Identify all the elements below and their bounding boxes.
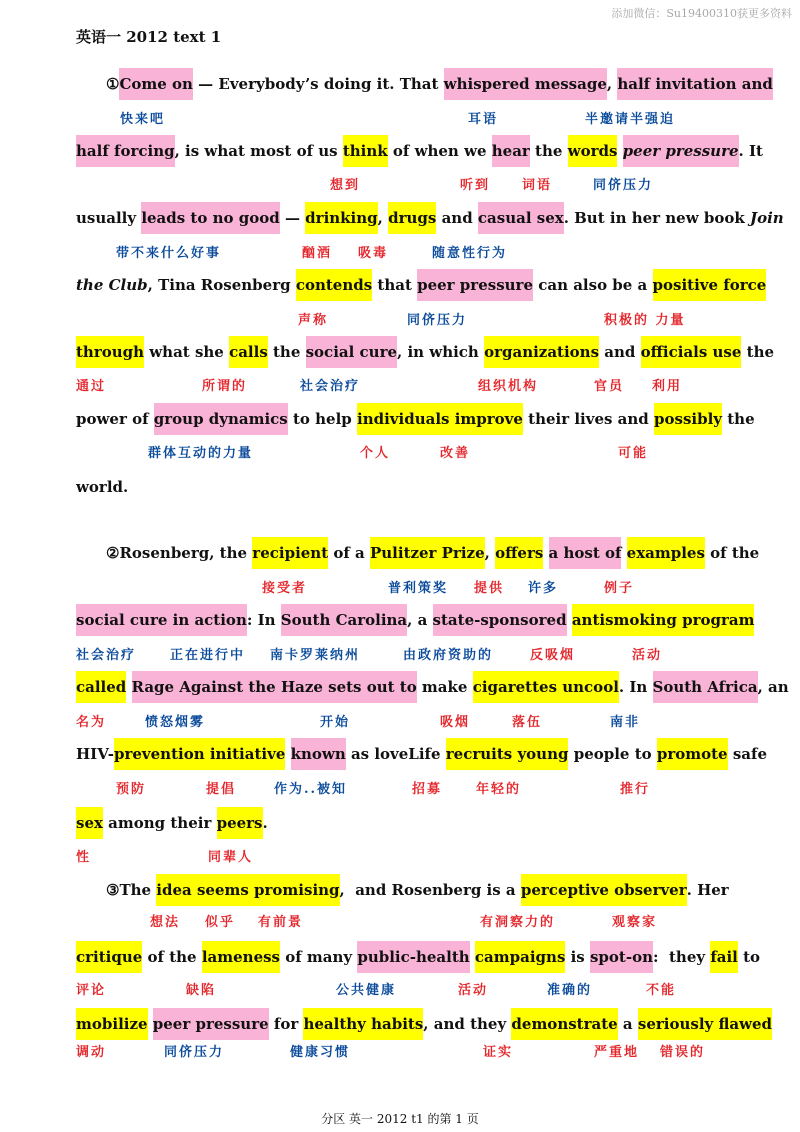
- text-run: : they: [653, 948, 711, 966]
- gloss-annotation: 通过: [76, 379, 107, 394]
- highlighted-phrase: think: [343, 135, 388, 167]
- highlighted-phrase: sex: [76, 807, 103, 839]
- gloss-annotation: 严重地: [594, 1045, 640, 1060]
- text-run: Join: [749, 209, 784, 227]
- text-run: . Her: [686, 881, 729, 899]
- text-run: can also be a: [533, 276, 653, 294]
- gloss-annotation: 观察家: [612, 915, 658, 930]
- text-run: the: [529, 142, 568, 160]
- text-run: . In: [618, 678, 653, 696]
- highlighted-phrase: contends: [296, 269, 372, 301]
- highlighted-phrase: known: [291, 738, 346, 770]
- gloss-annotation: 活动: [458, 983, 489, 998]
- gloss-annotation: 社会治疗: [76, 648, 137, 663]
- gloss-annotation: 群体互动的力量: [148, 446, 254, 461]
- gloss-annotation: 证实: [483, 1045, 514, 1060]
- text-line: [76, 941, 760, 973]
- text-run: , and they: [423, 1015, 512, 1033]
- text-run: The: [119, 881, 157, 899]
- gloss-annotation: 提供: [474, 581, 505, 596]
- text-run: , a: [407, 611, 433, 629]
- highlighted-phrase: leads to no good: [141, 202, 279, 234]
- gloss-annotation: 预防: [116, 782, 147, 797]
- text-run: the Club: [76, 276, 148, 294]
- highlighted-phrase: a host of: [549, 537, 622, 569]
- highlighted-phrase: Rage Against the Haze sets out to: [132, 671, 417, 703]
- text-run: , Tina Rosenberg: [147, 276, 296, 294]
- highlighted-phrase: positive force: [653, 269, 767, 301]
- gloss-annotation: 同侪压力: [407, 313, 468, 328]
- gloss-annotation: 提倡: [206, 782, 237, 797]
- text-run: the: [741, 343, 775, 361]
- text-run: ,: [606, 75, 618, 93]
- page-title: 英语一 2012 text 1: [76, 28, 222, 46]
- text-line: [76, 807, 268, 839]
- gloss-annotation: 个人: [360, 446, 391, 461]
- highlighted-phrase: prevention initiative: [114, 738, 285, 770]
- gloss-annotation: 有洞察力的: [480, 915, 556, 930]
- text-run: , is what most of us: [174, 142, 343, 160]
- gloss-annotation: 年轻的: [476, 782, 522, 797]
- highlighted-phrase: demonstrate: [511, 1008, 617, 1040]
- text-run: of when we: [387, 142, 492, 160]
- text-run: what she: [144, 343, 230, 361]
- gloss-annotation: 改善: [440, 446, 471, 461]
- highlighted-phrase: possibly: [654, 403, 722, 435]
- text-run: —: [279, 209, 306, 227]
- text-run: of a: [328, 544, 370, 562]
- highlighted-phrase: half invitation and: [617, 68, 773, 100]
- gloss-annotation: 南卡罗莱纳州: [270, 648, 361, 663]
- highlighted-phrase: fail: [710, 941, 738, 973]
- highlighted-phrase: critique: [76, 941, 142, 973]
- highlighted-phrase: recipient: [252, 537, 328, 569]
- highlighted-phrase: Come on: [119, 68, 193, 100]
- highlighted-phrase: seriously flawed: [638, 1008, 772, 1040]
- highlighted-phrase: state-sponsored: [433, 604, 567, 636]
- text-run: HIV-: [76, 745, 114, 763]
- highlighted-phrase: drinking: [305, 202, 377, 234]
- gloss-annotation: 快来吧: [120, 112, 166, 127]
- highlighted-phrase: idea seems promising: [156, 874, 339, 906]
- gloss-annotation: 同侪压力: [164, 1045, 225, 1060]
- highlighted-phrase: drugs: [388, 202, 436, 234]
- paragraph-number: ②: [106, 544, 120, 562]
- text-line: [76, 1008, 772, 1040]
- text-run: , an: [757, 678, 789, 696]
- gloss-annotation: 南非: [610, 715, 641, 730]
- gloss-annotation: 可能: [618, 446, 649, 461]
- gloss-annotation: 听到: [460, 178, 491, 193]
- highlighted-phrase: lameness: [202, 941, 280, 973]
- highlighted-phrase: whispered message: [444, 68, 607, 100]
- text-run: , in which: [397, 343, 485, 361]
- highlighted-phrase: social cure: [306, 336, 397, 368]
- gloss-annotation: 不能: [646, 983, 677, 998]
- text-run: for: [268, 1015, 304, 1033]
- text-run: among their: [102, 814, 217, 832]
- gloss-annotation: 活动: [632, 648, 663, 663]
- highlighted-phrase: half forcing: [76, 135, 175, 167]
- gloss-annotation: 似乎: [205, 915, 236, 930]
- text-run: and: [436, 209, 478, 227]
- gloss-annotation: 性: [76, 850, 92, 865]
- gloss-annotation: 随意性行为: [432, 246, 508, 261]
- highlighted-phrase: officials use: [641, 336, 742, 368]
- gloss-annotation: 接受者: [262, 581, 308, 596]
- highlighted-phrase: words: [568, 135, 618, 167]
- highlighted-phrase: hear: [492, 135, 530, 167]
- text-line: [76, 738, 767, 770]
- highlighted-phrase: organizations: [484, 336, 599, 368]
- highlighted-phrase: antismoking program: [572, 604, 755, 636]
- text-run: .: [262, 814, 268, 832]
- highlighted-phrase: South Africa: [653, 671, 758, 703]
- gloss-annotation: 带不来什么好事: [116, 246, 222, 261]
- text-run: usually: [76, 209, 142, 227]
- gloss-annotation: 有前景: [258, 915, 304, 930]
- gloss-annotation: 准确的: [547, 983, 593, 998]
- gloss-annotation: 作为..被知: [274, 782, 348, 797]
- highlighted-phrase: public-health: [357, 941, 469, 973]
- highlighted-phrase: casual sex: [478, 202, 564, 234]
- text-run: the: [267, 343, 306, 361]
- text-line: [76, 671, 789, 703]
- gloss-annotation: 开始: [320, 715, 351, 730]
- highlighted-phrase: recruits young: [446, 738, 569, 770]
- highlighted-phrase: peer pressure: [623, 135, 739, 167]
- text-line: [76, 336, 774, 368]
- gloss-annotation: 组织机构: [478, 379, 539, 394]
- gloss-annotation: 积极的 力量: [604, 313, 686, 328]
- gloss-annotation: 官员: [594, 379, 625, 394]
- gloss-annotation: 酗酒: [302, 246, 333, 261]
- gloss-annotation: 名为: [76, 715, 107, 730]
- highlighted-phrase: campaigns: [475, 941, 565, 973]
- highlighted-phrase: called: [76, 671, 126, 703]
- text-run: . It: [738, 142, 763, 160]
- highlighted-phrase: mobilize: [76, 1008, 148, 1040]
- text-run: : In: [246, 611, 281, 629]
- gloss-annotation: 想法: [150, 915, 181, 930]
- highlighted-phrase: social cure in action: [76, 604, 247, 636]
- text-run: their lives and: [522, 410, 655, 428]
- gloss-annotation: 吸毒: [358, 246, 389, 261]
- text-run: as loveLife: [345, 745, 446, 763]
- highlighted-phrase: peer pressure: [417, 269, 533, 301]
- text-run: to help: [287, 410, 358, 428]
- watermark: 添加微信：Su19400310获更多资料: [611, 7, 792, 20]
- text-line: [76, 202, 784, 234]
- gloss-annotation: 评论: [76, 983, 107, 998]
- paragraph-number: ③: [106, 881, 120, 899]
- text-run: world.: [76, 478, 129, 496]
- text-run: safe: [727, 745, 767, 763]
- gloss-annotation: 反吸烟: [530, 648, 576, 663]
- gloss-annotation: 愤怒烟雾: [145, 715, 206, 730]
- gloss-annotation: 例子: [604, 581, 635, 596]
- gloss-annotation: 健康习惯: [290, 1045, 351, 1060]
- highlighted-phrase: examples: [627, 537, 705, 569]
- text-line: [106, 537, 759, 569]
- gloss-annotation: 公共健康: [336, 983, 397, 998]
- gloss-annotation: 吸烟: [440, 715, 471, 730]
- text-line: [76, 471, 128, 503]
- highlighted-phrase: promote: [657, 738, 728, 770]
- gloss-annotation: 声称: [298, 313, 329, 328]
- gloss-annotation: 利用: [652, 379, 683, 394]
- gloss-annotation: 同侪压力: [593, 178, 654, 193]
- text-run: of many: [280, 948, 358, 966]
- highlighted-phrase: spot-on: [590, 941, 653, 973]
- text-run: and: [599, 343, 641, 361]
- text-line: [106, 68, 773, 100]
- text-run: — Everybody’s doing it. That: [192, 75, 444, 93]
- gloss-annotation: 推行: [620, 782, 651, 797]
- text-run: make: [416, 678, 473, 696]
- gloss-annotation: 词语: [522, 178, 553, 193]
- text-line: [76, 403, 755, 435]
- text-line: [76, 269, 766, 301]
- text-run: . But in her new book: [563, 209, 750, 227]
- paragraph-number: ①: [106, 75, 120, 93]
- gloss-annotation: 调动: [76, 1045, 107, 1060]
- highlighted-phrase: through: [76, 336, 144, 368]
- gloss-annotation: 许多: [528, 581, 559, 596]
- text-run: the: [722, 410, 755, 428]
- highlighted-phrase: calls: [229, 336, 268, 368]
- text-run: Rosenberg, the: [119, 544, 253, 562]
- gloss-annotation: 社会治疗: [300, 379, 361, 394]
- highlighted-phrase: peers: [217, 807, 263, 839]
- highlighted-phrase: cigarettes uncool: [473, 671, 619, 703]
- gloss-annotation: 落伍: [512, 715, 543, 730]
- highlighted-phrase: offers: [495, 537, 543, 569]
- gloss-annotation: 耳语: [468, 112, 499, 127]
- gloss-annotation: 缺陷: [186, 983, 217, 998]
- gloss-annotation: 正在进行中: [170, 648, 246, 663]
- text-run: , and Rosenberg is a: [339, 881, 521, 899]
- text-line: [76, 604, 754, 636]
- gloss-annotation: 同辈人: [208, 850, 254, 865]
- page-footer: 分区 英一 2012 t1 的第 1 页: [321, 1112, 479, 1126]
- gloss-annotation: 招募: [412, 782, 443, 797]
- text-run: a: [617, 1015, 638, 1033]
- gloss-annotation: 半邀请半强迫: [585, 112, 676, 127]
- text-run: is: [565, 948, 590, 966]
- highlighted-phrase: perceptive observer: [521, 874, 687, 906]
- text-line: [106, 874, 729, 906]
- highlighted-phrase: peer pressure: [153, 1008, 269, 1040]
- text-run: power of: [76, 410, 154, 428]
- text-run: that: [372, 276, 418, 294]
- gloss-annotation: 由政府资助的: [403, 648, 494, 663]
- text-run: people to: [568, 745, 657, 763]
- text-run: ,: [377, 209, 389, 227]
- highlighted-phrase: healthy habits: [303, 1008, 423, 1040]
- highlighted-phrase: South Carolina: [281, 604, 407, 636]
- text-run: ,: [484, 544, 496, 562]
- text-line: [76, 135, 763, 167]
- highlighted-phrase: individuals improve: [357, 403, 523, 435]
- text-run: of the: [142, 948, 202, 966]
- highlighted-phrase: group dynamics: [154, 403, 288, 435]
- gloss-annotation: 普利策奖: [388, 581, 449, 596]
- gloss-annotation: 想到: [330, 178, 361, 193]
- highlighted-phrase: Pulitzer Prize: [370, 537, 485, 569]
- text-run: of the: [704, 544, 760, 562]
- text-run: to: [737, 948, 761, 966]
- gloss-annotation: 所谓的: [202, 379, 248, 394]
- gloss-annotation: 错误的: [660, 1045, 706, 1060]
